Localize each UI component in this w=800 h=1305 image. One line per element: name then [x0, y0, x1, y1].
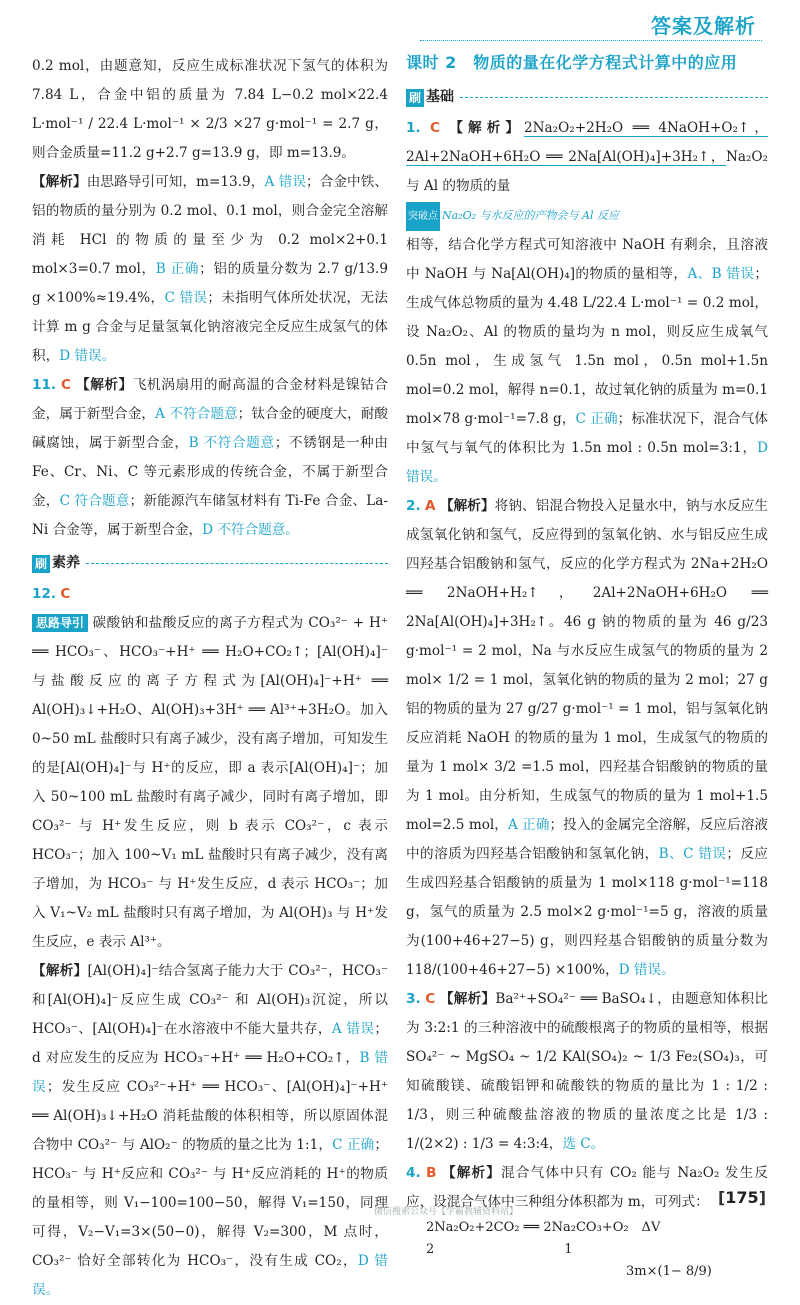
lesson-title: 课时 2 物质的量在化学方程式计算中的应用	[406, 53, 738, 72]
page-number: [175]	[717, 1188, 766, 1207]
text-run: 将钠、铝混合物投入足量水中，钠与水反应生成氢氧化钠和氢气，反应得到的氢氧化钠、水与铝反应生成四羟基合铝酸钠和氢气，反应的化学方程式为 2Na+2H₂O ══ 2NaOH+H₂↑，2Al+2NaOH+6H₂O ══ 2Na[Al(OH)₄]+3H₂↑。46 g 钠的物质的量为 46 g/23 g·mol⁻¹ = 2 mol，Na 与水反应生成氢气的物质的量为 2 mol× 1/2 = 1 mol，氢氧化钠的物质的量为 2 mol；27 g 铝的物质的量为 27 g/27 g·mol⁻¹ = 1 mol，铝与氢氧化钠反应消耗 NaOH 的物质的量为 1 mol，生成氢气的物质的量为 1 mol× 3/2 =1.5 mol，四羟基合铝酸钠的物质的量为 1 mol。由分析知，生成氢气的物质的量为 1 mol+1.5 mol=2.5 mol，	[406, 498, 769, 833]
header-rule	[420, 40, 762, 41]
think-guide-badge: 思路导引	[32, 614, 88, 632]
equation-line: 2Na₂O₂+2CO₂ ══ 2Na₂CO₃+O₂ ΔV	[426, 1220, 661, 1235]
text-run: Na₂O₂ 与 Al 的物质的量	[406, 149, 768, 194]
watermark: 微信搜索公众号【学霸教辅资料站】	[374, 1207, 519, 1217]
section-label: 基础	[426, 89, 455, 105]
section-literacy	[32, 549, 388, 578]
section-badge: 刷	[32, 555, 50, 573]
text-run: ；铝的质量分数为 2.7 g/13.9 g ×100%≈19.4%，	[32, 261, 389, 306]
question-3	[406, 985, 768, 1159]
text-run: ；不锈钢是一种由 Fe、Cr、Ni、C 等元素形成的传统合金，不属于新型合金，	[32, 435, 389, 509]
option-verdict: B、C 错误	[658, 846, 727, 862]
text-run: 相等，结合化学方程式可知溶液中 NaOH 有剩余，且溶液中 NaOH 与 Na[Al(OH)₄]的物质的量相等，	[406, 237, 768, 282]
equation-line: 3m×(1− 8/9)	[626, 1264, 712, 1279]
text-run: Ba²⁺+SO₄²⁻ ══ BaSO₄↓，由题意知体积比为 3:2:1 的三种溶液中的硫酸根离子的物质的量相等，根据 SO₄²⁻ ~ MgSO₄ ~ 1/2 KAl(SO₄)₂ ~ 1/3 Fe₂(SO₄)₃，可知硫酸镁、硫酸铝钾和硫酸铁的物质的量比为 1 : 1/2 : 1/3，则三种硫酸盐溶液的物质的量浓度之比是 1/3 : 1/(2×2) : 1/3 = 4:3:4，	[406, 991, 768, 1152]
option-verdict: C 正确	[332, 1137, 375, 1153]
section-badge: 刷	[406, 89, 424, 107]
section-divider	[86, 563, 388, 564]
text-run: ；钛合金的硬度大，耐酸碱腐蚀，属于新型合金，	[32, 406, 389, 451]
option-verdict: C 错误	[164, 290, 208, 306]
analysis-tag: 【解析】	[32, 174, 87, 190]
option-verdict: A 不符合题意	[155, 406, 238, 422]
option-verdict: A 正确	[507, 817, 550, 833]
option-verdict: D 不符合题意。	[202, 522, 299, 538]
text-run: ；HCO₃⁻ 与 H⁺反应和 CO₃²⁻ 与 H⁺反应消耗的 H⁺的物质的量相等，则 V₁−100=100−50，解得 V₁=150，同理可得，V₂−V₁=3×(50−0)，解得 V₂=300，M 点时，CO₃²⁻ 恰好全部转化为 HCO₃⁻，没有生成 CO₂，	[32, 1137, 388, 1269]
question-number: 3.	[406, 991, 421, 1007]
question-12-header	[32, 580, 388, 609]
text-run: [Al(OH)₄]⁻结合氢离子能力大于 CO₃²⁻，HCO₃⁻ 和[Al(OH)₄]⁻反应生成 CO₃²⁻ 和 Al(OH)₃沉淀，所以 HCO₃⁻、[Al(OH)₄]⁻在水溶液中不能大量共存，	[32, 963, 389, 1037]
option-verdict: A 错误	[331, 1021, 375, 1037]
option-verdict: B 不符合题意	[188, 435, 275, 451]
option-verdict: D 错误。	[618, 962, 675, 978]
question-2	[406, 492, 768, 985]
answer-letter: C	[60, 586, 71, 602]
left-paragraph-1: 0.2 mol，由题意知，反应生成标准状况下氢气的体积为7.84 L，合金中铝的质量为 7.84 L−0.2 mol×22.4 L·mol⁻¹ / 22.4 L·mol⁻¹ × 2/3 ×27 g·mol⁻¹ = 2.7 g，则合金质量=11.2 g+2.7 g=13.9 g，即 m=13.9。	[32, 58, 388, 161]
text-run: ；合金中铁、铝的物质的量分别为 0.2 mol、0.1 mol，则合金完全溶解消耗 HCl 的物质的量至少为 0.2 mol×2+0.1 mol×3=0.7 mol，	[32, 174, 389, 277]
question-number: 2.	[406, 498, 421, 514]
left-paragraph-2	[32, 168, 388, 371]
option-verdict: A 错误	[264, 174, 307, 190]
answer-letter: C	[61, 377, 72, 393]
analysis-tag: 【解析】	[439, 991, 496, 1007]
text-run: 碳酸钠和盐酸反应的离子方程式为 CO₃²⁻ + H⁺ ══ HCO₃⁻、HCO₃⁻+H⁺ ══ H₂O+CO₂↑；[Al(OH)₄]⁻与盐酸反应的离子方程式为[Al(OH)₄]⁻+H⁺ ══ Al(OH)₃↓+H₂O、Al(OH)₃+3H⁺ ══ Al³⁺+3H₂O。加入 0~50 mL 盐酸时只有离子减少，没有离子增加，可知发生的是[Al(OH)₄]⁻与 H⁺的反应，即 a 表示[Al(OH)₄]⁻；加入 50~100 mL 盐酸时有离子减少，同时有离子增加，即 CO₃²⁻ 与 H⁺发生反应，则 b 表示 CO₃²⁻，c 表示 HCO₃⁻；加入 100~V₁ mL 盐酸时只有离子减少，没有离子增加，为 HCO₃⁻ 与 H⁺发生反应，d 表示 HCO₃⁻；加入 V₁~V₂ mL 盐酸时只有离子增加，为 Al(OH)₃ 与 H⁺发生反应，e 表示 Al³⁺。	[32, 615, 388, 950]
text-run: ；投入的金属完全溶解，反应后溶液中的溶质为四羟基合铝酸钠和氢氧化钠，	[406, 817, 768, 862]
question-12-think	[32, 609, 388, 957]
analysis-tag: 【解析】	[439, 498, 495, 514]
question-11	[32, 371, 388, 545]
text-run: ；反应生成四羟基合铝酸钠的质量为 1 mol×118 g·mol⁻¹=118 g，氢气的质量为 2.5 mol×2 g·mol⁻¹=5 g，溶液的质量为(100+46+27−5) g，则四羟基合铝酸钠的质量分数为 118/(100+46+27−5) ×100%，	[406, 846, 769, 978]
text-run: ；发生反应 CO₃²⁻+H⁺ ══ HCO₃⁻、[Al(OH)₄]⁻+H⁺ ══ Al(OH)₃↓+H₂O 消耗盐酸的体积相等，所以原固体混合物中 CO₃²⁻ 与 AlO₂⁻ 的物质的量之比为 1:1，	[32, 1079, 388, 1153]
answer-letter: B	[426, 1165, 437, 1181]
text-run: ；未指明气体所处状况，无法计算 m g 合金与足量氢氧化钠溶液完全反应生成氢气的体积，	[32, 290, 388, 364]
analysis-tag: 【解析】	[449, 120, 525, 136]
answer-letter: A	[425, 498, 436, 514]
answer-letter: C	[430, 120, 440, 136]
question-number: 4.	[406, 1165, 421, 1181]
option-verdict: C 正确	[575, 411, 618, 427]
right-column	[406, 48, 768, 1283]
option-verdict: D 错误。	[59, 348, 116, 364]
option-verdict: B 正确	[155, 261, 200, 277]
text-run: 混合气体中只有 CO₂ 能与 Na₂O₂ 发生反应，设混合气体中三种组分体积都为 m，可列式：	[406, 1165, 769, 1210]
page-header-title: 答案及解析	[651, 14, 756, 38]
text-run: ；新能源汽车储氢材料有 Ti-Fe 合金、La-Ni 合金等，属于新型合金，	[32, 493, 388, 538]
text-run: 由思路导引可知，m=13.9，	[86, 174, 265, 190]
section-label: 素养	[52, 555, 81, 571]
option-verdict: A、B 错误	[687, 266, 755, 282]
breakthrough-note	[406, 209, 619, 222]
equation-run: 2Na₂O₂+2H₂O ══ 4NaOH+O₂↑，2Al+2NaOH+6H₂O ══ 2Na[Al(OH)₄]+3H₂↑，	[406, 120, 769, 165]
answer-letter: C	[425, 991, 436, 1007]
question-number: 11.	[32, 377, 57, 393]
option-verdict: D 错误。	[32, 1253, 388, 1298]
text-run: ；d 对应发生的反应为 HCO₃⁻+H⁺ ══ H₂O+CO₂↑，	[32, 1021, 389, 1066]
equation-line: 2 1	[426, 1242, 573, 1257]
analysis-tag: 【解析】	[442, 1165, 502, 1181]
question-12-analysis	[32, 957, 388, 1305]
question-1	[406, 114, 768, 492]
question-number: 1.	[406, 120, 421, 136]
page-number-value: 175	[725, 1188, 759, 1207]
option-verdict: C 符合题意	[59, 493, 130, 509]
section-divider	[460, 97, 768, 98]
analysis-tag: 【解析】	[32, 963, 88, 979]
option-verdict: D 错误。	[406, 440, 768, 485]
text-run: ；生成气体总物质的量为 4.48 L/22.4 L·mol⁻¹ = 0.2 mol，设 Na₂O₂、Al 的物质的量均为 n mol，则反应生成氧气 0.5n mol，生成氢气 1.5n mol，0.5n mol+1.5n mol=0.2 mol，解得 n=0.1，故过氧化钠的质量为 m=0.1 mol×78 g·mol⁻¹=7.8 g，	[406, 266, 768, 427]
analysis-tag: 【解析】	[75, 377, 133, 393]
note-badge: 突破点	[406, 202, 440, 231]
equation-block	[406, 1217, 768, 1283]
question-number: 12.	[32, 586, 57, 602]
left-column	[32, 52, 388, 1305]
note-text: Na₂O₂ 与水反应的产物会与 Al 反应	[442, 209, 619, 222]
text-run: ；标准状况下，混合气体中氢气与氧气的体积比为 1.5n mol : 0.5n mol=3:1，	[406, 411, 768, 456]
section-basic	[406, 83, 768, 112]
option-verdict: 选 C。	[562, 1136, 605, 1152]
option-verdict: B 错误	[32, 1050, 389, 1095]
text-run: 飞机涡扇用的耐高温的合金材料是镍钴合金，属于新型合金，	[32, 377, 389, 422]
